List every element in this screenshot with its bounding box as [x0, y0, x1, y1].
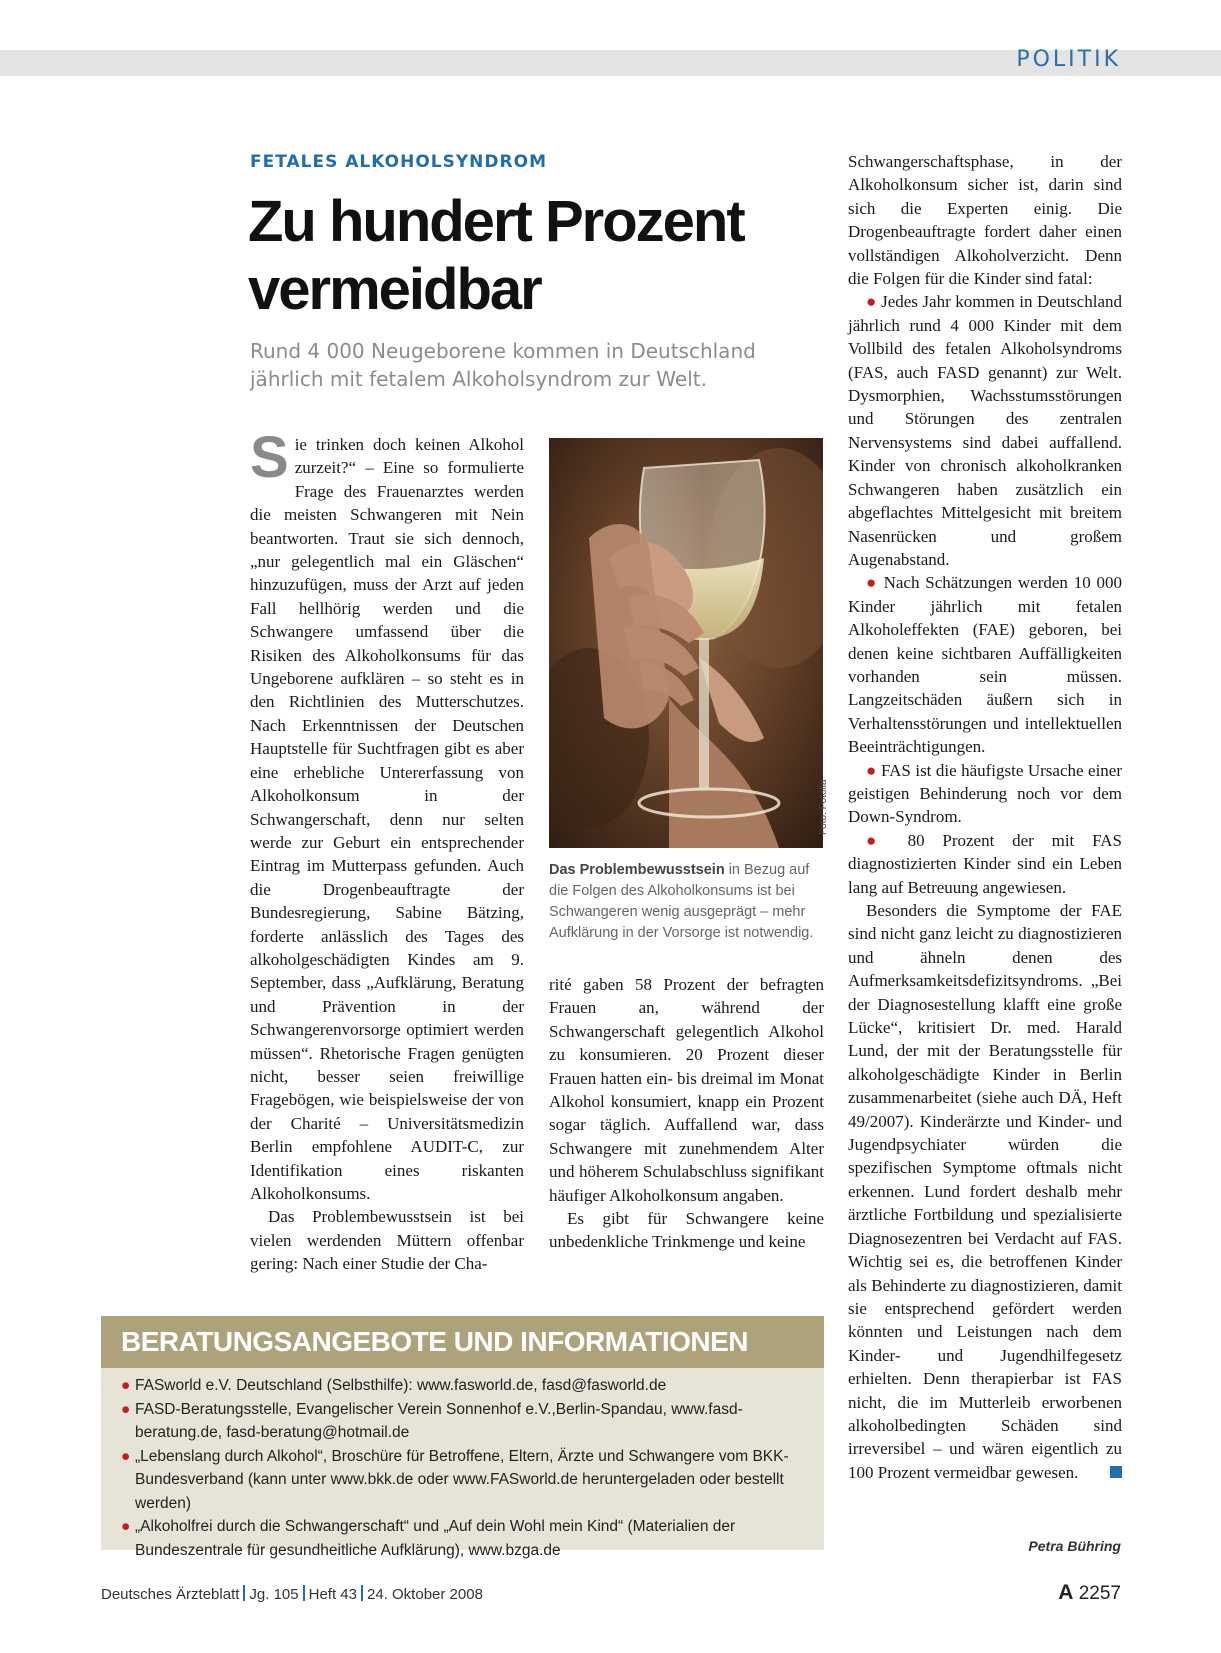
- text-column-3: [848, 150, 1122, 1484]
- bullet-icon: ●: [866, 830, 890, 850]
- bullet-icon: ●: [866, 573, 878, 593]
- bullet-icon: ●: [866, 760, 877, 780]
- body-paragraph: Das Problembewusstsein ist bei vielen werdenden Müttern offenbar gering: Nach einer Studie der Cha-: [250, 1207, 524, 1274]
- bullet-icon: ●: [866, 292, 877, 312]
- photo-caption: Das Problembewusstsein in Bezug auf die Folgen des Alkoholkonsums ist bei Schwangeren wenig ausgeprägt – mehr Aufklärung in der Vorsorge ist notwendig.: [549, 862, 814, 941]
- info-box-item: ● „Alkoholfrei durch die Schwangerschaft“ und „Auf dein Wohl mein Kind“ (Materialien der Bundeszentrale für gesundheitliche Aufklärung), www.bzga.de: [121, 1515, 806, 1562]
- article-kicker: FETALES ALKOHOLSYNDROM: [250, 152, 547, 172]
- footer-separator: [303, 1585, 305, 1601]
- info-box-header: [101, 1316, 824, 1368]
- body-paragraph: Schwangerschaftsphase, in der Alkoholkonsum sicher ist, darin sind sich die Experten einig. Die Drogenbeauftragte fordert daher einen vollständigen Alkoholverzicht. Denn die Folgen für die Kinder sind fatal:: [848, 152, 1122, 289]
- journal-issue: Heft 43: [308, 1586, 357, 1603]
- page-footer: [101, 1585, 483, 1603]
- drop-cap: S: [250, 425, 289, 490]
- footer-separator: [361, 1585, 363, 1601]
- text-column-2: [549, 973, 824, 1254]
- article-author: Petra Bühring: [1028, 1538, 1121, 1554]
- journal-name: Deutsches Ärzteblatt: [101, 1586, 240, 1603]
- bullet-paragraph: ● FAS ist die häufigste Ursache einer geistigen Behinderung noch vor dem Down-Syndrom.: [848, 760, 1122, 827]
- body-paragraph: Besonders die Symptome der FAE sind nicht ganz leicht zu diagnostizieren und ähneln denen des Aufmerksamkeitsdefizitsyndroms. „Bei der Diagnosestellung klafft eine große Lücke“, kritisiert Dr. med. Harald Lund, der mit der Beratungsstelle für alkoholgeschädigte Kinder in Berlin zusammenarbeitet (siehe auch DÄ, Heft 49/2007). Kinderärzte und Kinder- und Jugendpsychiater würden die spezifischen Symptome oftmals nicht erkennen. Lund fordert deshalb mehr ärztliche Fortbildung und spezialisierte Diagnosezentren bei Verdacht auf FAS. Wichtig sei es, die betroffenen Kinder als Behinderte zu diagnostizieren, damit sie entsprechend gefördert werden könnten und Leistungen nach dem Kinder- und Jugendhilfegesetz erhielten. Denn therapierbar ist FAS nicht, die im Mutterleib erworbenen alkoholbedingten Schäden sind irreversibel – und wären eigentlich zu 100 Prozent vermeidbar gewesen.: [848, 901, 1122, 1482]
- info-box-item: ● FASworld e.V. Deutschland (Selbsthilfe): www.fasworld.de, fasd@fasworld.de: [121, 1374, 806, 1398]
- article-subhead: Rund 4 000 Neugeborene kommen in Deutschland jährlich mit fetalem Alkoholsyndrom zur Welt.: [250, 339, 756, 391]
- footer-separator: [243, 1585, 245, 1601]
- bullet-paragraph: ● Nach Schätzungen werden 10 000 Kinder jährlich mit fetalen Alkoholeffekten (FAE) geboren, bei denen keine sichtbaren Auffälligkeiten vorhanden sein müssen. Langzeitschäden äußern sich in Verhaltensstörungen und intellektuellen Beeinträchtigungen.: [848, 573, 1123, 757]
- bullet-paragraph: ● Jedes Jahr kommen in Deutschland jährlich rund 4 000 Kinder mit dem Vollbild des fetalen Alkoholsyndroms (FAS, auch FASD genannt) zur Welt. Dysmorphien, Wachsstumsstörungen und Störungen des zentralen Nervensystems sind dabei auffallend. Kinder von chronisch alkoholkranken Schwangeren haben zusätzlich ein abgeflachtes Mittelgesicht mit breitem Nasenrücken und großem Augenabstand.: [848, 292, 1122, 569]
- info-box-list: [101, 1368, 824, 1562]
- bullet-icon: ●: [121, 1377, 131, 1394]
- info-box-item: ● FASD-Beratungsstelle, Evangelischer Verein Sonnenhof e.V.,Berlin-Spandau, www.fasd-beratung.de, fasd-beratung@hotmail.de: [121, 1398, 806, 1445]
- bullet-icon: ●: [121, 1447, 131, 1465]
- journal-date: 24. Oktober 2008: [367, 1586, 483, 1603]
- end-mark-icon: [1110, 1466, 1122, 1478]
- photo-credit: Foto: Fotolia: [818, 779, 829, 835]
- bullet-icon: ●: [121, 1518, 131, 1535]
- text-column-1: [250, 425, 524, 1276]
- article-headline: Zu hundert Prozent vermeidbar: [248, 189, 744, 322]
- section-label: POLITIK: [1016, 47, 1121, 72]
- info-box-title: BERATUNGSANGEBOTE UND INFORMATIONEN: [121, 1326, 749, 1357]
- body-paragraph: rité gaben 58 Prozent der befragten Frauen an, während der Schwangerschaft gelegentlich Alkohol zu konsumieren. 20 Prozent dieser Frauen hatten ein- bis dreimal im Monat Alkohol konsumiert, knapp ein Prozent sogar täglich. Auffallend war, dass Schwangere mit zunehmendem Alter und höherem Schulabschluss signifikant häufiger Alkoholkonsum angaben.: [549, 975, 824, 1205]
- journal-volume: Jg. 105: [249, 1586, 299, 1603]
- article-photo-wine-glass: [549, 438, 823, 848]
- info-box: [101, 1316, 824, 1559]
- bullet-icon: ●: [121, 1400, 131, 1418]
- body-paragraph: Es gibt für Schwangere keine unbedenkliche Trinkmenge und keine: [549, 1209, 824, 1252]
- page-number: A 2257: [1058, 1581, 1121, 1604]
- bullet-paragraph: ● 80 Prozent der mit FAS diagnostizierten Kinder sind ein Leben lang auf Betreuung angewiesen.: [848, 830, 1122, 897]
- body-paragraph: Sie trinken doch keinen Alkohol zurzeit?“ – Eine so formulierte Frage des Frauenarztes werden die meisten Schwangeren mit Nein beantworten. Traut sie sich dennoch, „nur gelegentlich mal ein Gläschen“ hinzuzufügen, muss der Arzt auf jeden Fall hellhörig werden und die Schwangere umfassend über die Risiken des Alkoholkonsums für das Ungeborene aufklären – so steht es in den Richtlinien des Mutterschutzes. Nach Erkenntnissen der Deutschen Hauptstelle für Suchtfragen gibt es aber eine erhebliche Untererfassung von Alkoholkonsum in der Schwangerschaft, denn nur selten werde zur Geburt ein entsprechender Eintrag im Mutterpass gefunden. Auch die Drogenbeauftragte der Bundesregierung, Sabine Bätzing, forderte anlässlich des Tages des alkoholgeschädigten Kindes am 9. September, dass „Aufklärung, Beratung und Prävention in der Schwangerenvorsorge optimiert werden müssen“. Rhetorische Fragen genügten nicht, besser seien freiwillige Fragebögen, wie beispielsweise der von der Charité – Universitätsmedizin Berlin empfohlene AUDIT-C, zur Identifikation eines riskanten Alkoholkonsums.: [250, 425, 524, 1203]
- info-box-item: ● „Lebenslang durch Alkohol“, Broschüre für Betroffene, Eltern, Ärzte und Schwangere vom BKK-Bundesverband (kann unter www.bkk.de oder www.FASworld.de heruntergeladen oder bestellt werden): [121, 1445, 806, 1516]
